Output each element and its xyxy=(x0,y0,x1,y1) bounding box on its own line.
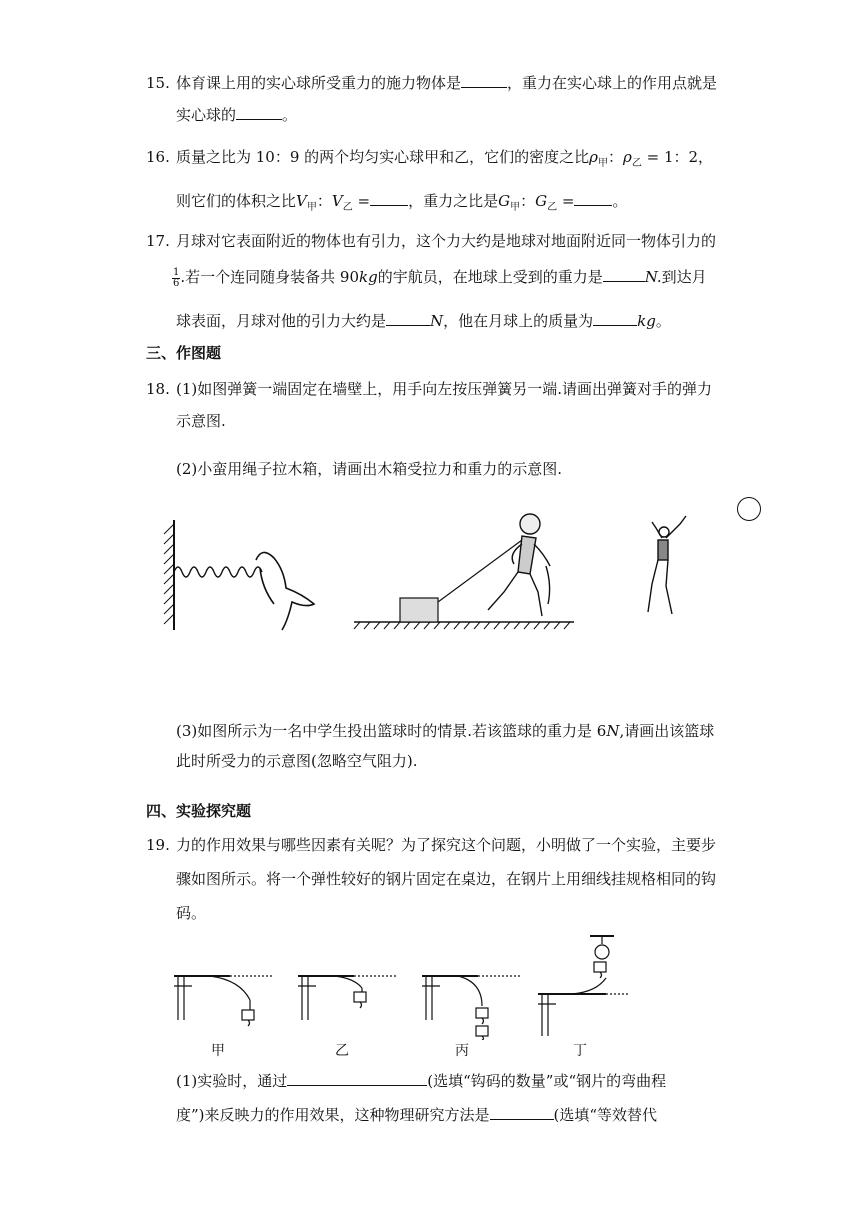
caption-jia: 甲 xyxy=(211,1043,225,1059)
q17-line1: 月球对它表面附近的物体也有引力，这个力大约是地球对地面附近同一物体引力的 xyxy=(176,232,717,250)
q16-line1: 质量之比为 10：9 的两个均匀实心球甲和乙，它们的密度之比$\rho_甲$：$\rho_乙 = 1$：2， xyxy=(176,148,714,169)
q15-line1 xyxy=(176,72,717,94)
q16-line2: 则它们的体积之比$V_甲$：$V_乙$ = ，重力之比是$G_甲$：$G_乙$ = 。 xyxy=(176,192,628,213)
wooden-box xyxy=(400,598,438,622)
q15-text-d: 。 xyxy=(282,106,298,124)
q15-text-c: 实心球的 xyxy=(176,106,237,124)
q19-sub1-text-c: 度”)来反映力的作用效果，这种物理研究方法是 xyxy=(176,1106,490,1124)
q16-ratio: = 1：2， xyxy=(646,148,714,166)
q18-part2: (2)小蛮用绳子拉木箱，请画出木箱受拉力和重力的示意图. xyxy=(176,460,563,478)
q19-figures xyxy=(170,930,630,1040)
q18-part1-line1: (1)如图弹簧一端固定在墙壁上，用手向左按压弹簧另一端.请画出弹簧对手的弹力 xyxy=(176,380,713,398)
q18-unit-n: N xyxy=(606,722,620,740)
ground-line xyxy=(354,622,574,629)
q17-text-f: 。 xyxy=(655,312,671,330)
q15-blank-1[interactable] xyxy=(461,73,507,88)
q17-text-e: ，他在月球上的质量为 xyxy=(443,312,594,330)
q17-blank-moon-mass[interactable] xyxy=(593,311,637,326)
basketball-player xyxy=(648,516,686,614)
hand-drawing xyxy=(256,552,314,630)
q19-sub1-text-b: (选填“钩码的数量”或“钢片的弯曲程 xyxy=(427,1072,667,1090)
basketball-icon xyxy=(737,497,761,521)
q17-unit-n: N. xyxy=(644,268,662,286)
q17-unit-n2: N xyxy=(430,312,444,330)
q18-part3-line2: 此时所受力的示意图(忽略空气阻力). xyxy=(176,752,418,770)
question-number: 16. xyxy=(146,148,170,166)
q19-line1: 力的作用效果与哪些因素有关呢？为了探究这个问题，小明做了一个实验，主要步 xyxy=(176,836,717,854)
rope xyxy=(438,540,522,602)
q15-blank-2[interactable] xyxy=(236,105,282,120)
q16-blank-weight[interactable] xyxy=(574,191,612,206)
q19-line3: 码。 xyxy=(176,904,207,922)
section-title: 三、作图题 xyxy=(146,344,222,362)
q19-sub1-line1 xyxy=(176,1070,666,1092)
figure-yi xyxy=(298,976,398,1020)
figure-jia xyxy=(174,976,274,1026)
q15-line2 xyxy=(176,104,297,126)
q15-text-b: ，重力在实心球上的作用点就是 xyxy=(507,74,718,92)
question-number: 19. xyxy=(146,836,170,854)
fraction: $\frac{1}{6}$ xyxy=(173,266,180,289)
caption-bing: 丙 xyxy=(455,1043,469,1059)
spring-coil xyxy=(174,567,262,577)
q16-text-c: ，重力之比是 xyxy=(408,192,499,210)
section-title: 四、实验探究题 xyxy=(146,802,252,820)
q19-sub1-text-a: (1)实验时，通过 xyxy=(176,1072,288,1090)
q17-unit-kg: kg xyxy=(637,312,656,330)
q16-text-b: 则它们的体积之比 xyxy=(176,192,297,210)
q19-line2: 骤如图所示。将一个弹性较好的钢片固定在桌边，在钢片上用细线挂规格相同的钩 xyxy=(176,870,717,888)
q18-part3-text-a: (3)如图所示为一名中学生投出篮球时的情景.若该篮球的重力是 6 xyxy=(176,722,607,740)
q17-line2: $\frac{1}{6}$ .若一个连同随身装备共 90kg的宇航员，在地球上受到的重力是 N.到达月 xyxy=(173,266,707,289)
q18-part1-line2: 示意图. xyxy=(176,412,226,430)
q17-blank-moon-force[interactable] xyxy=(386,311,430,326)
q18-figures xyxy=(150,510,770,640)
q16-blank-volume[interactable] xyxy=(370,191,408,206)
figure-ding xyxy=(538,936,630,1036)
q15-text-a: 体育课上用的实心球所受重力的施力物体是 xyxy=(176,74,462,92)
question-number: 18. xyxy=(146,380,170,398)
q19-blank-1[interactable] xyxy=(287,1071,427,1086)
question-number: 17. xyxy=(146,232,170,250)
q16-text-a: 质量之比为 10：9 的两个均匀实心球甲和乙，它们的密度之比 xyxy=(176,148,590,166)
caption-ding: 丁 xyxy=(573,1043,587,1059)
person-pulling xyxy=(488,514,550,616)
wall-figure xyxy=(164,520,174,630)
q19-sub1-line2 xyxy=(176,1104,657,1126)
q17-text-b: 的宇航员，在地球上受到的重力是 xyxy=(377,268,603,286)
q17-blank-earth-weight[interactable] xyxy=(603,267,645,282)
caption-yi: 乙 xyxy=(335,1043,349,1059)
q16-text-d: 。 xyxy=(612,192,628,210)
q18-part3-line1 xyxy=(176,720,714,742)
q19-blank-2[interactable] xyxy=(490,1105,554,1120)
q19-sub1-text-d: (选填“等效替代 xyxy=(553,1106,658,1124)
q17-text-a: .若一个连同随身装备共 90 xyxy=(180,268,359,286)
question-number: 15. xyxy=(146,74,170,92)
figure-bing xyxy=(422,976,522,1040)
q17-text-c: 到达月 xyxy=(661,268,707,286)
q17-line3 xyxy=(176,310,671,332)
q17-text-d: 球表面，月球对他的引力大约是 xyxy=(176,312,387,330)
q18-part3-text-b: ,请画出该篮球 xyxy=(619,722,715,740)
